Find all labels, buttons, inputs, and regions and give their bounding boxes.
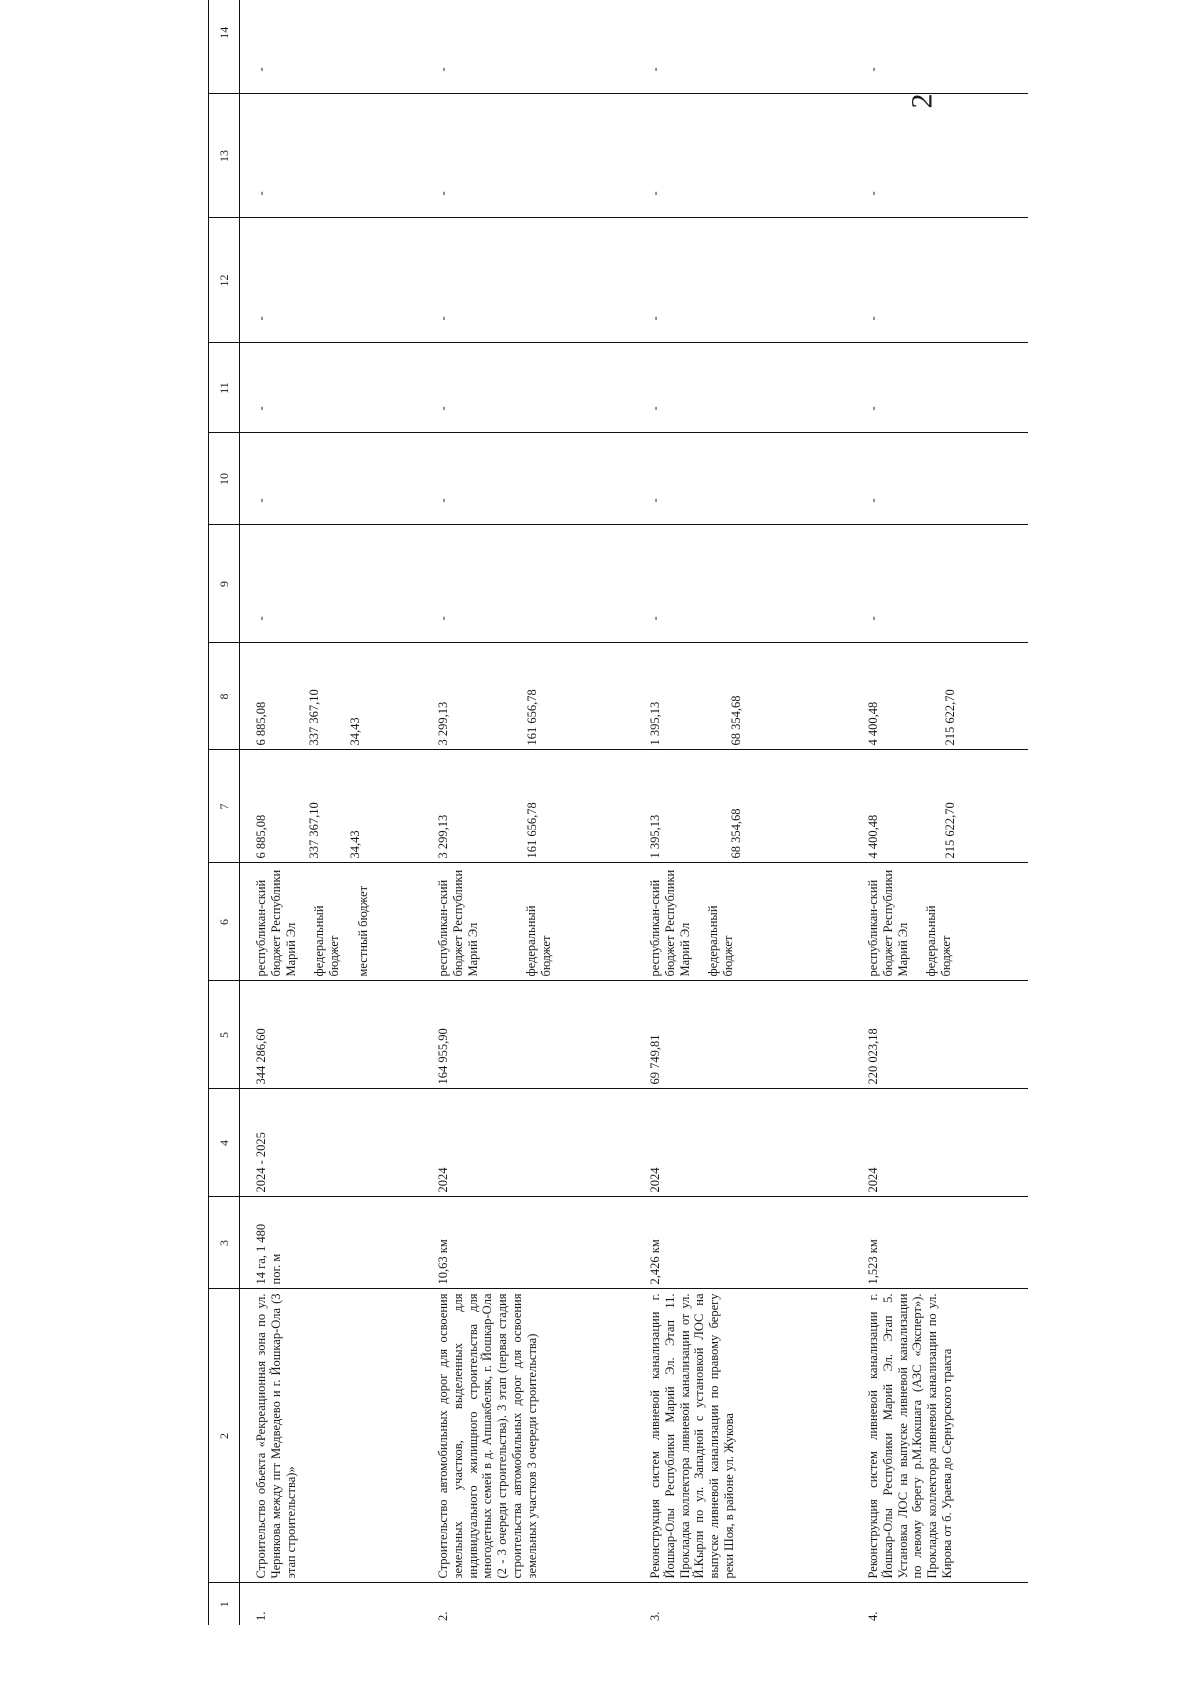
col14-dash: - xyxy=(852,0,1028,94)
period: 2024 - 2025 xyxy=(240,1089,423,1197)
funding-source-name: республикан-ский бюджет Республики Марий Эл xyxy=(866,869,910,977)
object-name: Реконструкция систем ливневой канализации г. Йошкар-Олы Республики Марий Эл. Этап 5. Установка ЛОС на выпуске ливневой канализации по левому берегу р.М.Кокшага (АЗС «Эксперт»). Прокладка коллектора ливневой канализации по ул. Кирова от б. Ураева до Сернурского тракта xyxy=(852,1289,1028,1583)
capacity: 10,63 км xyxy=(422,1197,634,1289)
period: 2024 xyxy=(852,1089,1028,1197)
col10-dash: - xyxy=(422,433,634,525)
col11-dash: - xyxy=(852,343,1028,433)
column-number-row xyxy=(209,0,240,1625)
rotated-table-container xyxy=(208,26,988,1625)
table-row xyxy=(240,0,423,1625)
col13-dash: - xyxy=(634,94,852,218)
amount-value: 6 885,08 xyxy=(254,701,268,746)
amount-value: 4 400,48 xyxy=(866,814,880,859)
col13-dash: - xyxy=(240,94,423,218)
object-name: Строительство объекта «Рекреационная зона по ул. Чернякова между пгт Медведево и г. Йошкар-Ола (3 этап строительства)» xyxy=(240,1289,423,1583)
amount-value: 34,43 xyxy=(347,830,362,859)
col7-values xyxy=(422,750,634,863)
object-name: Строительство автомобильных дорог для освоения земельных участков, выделенных для индивидуального жилищного строительства для многодетных семей в д. Апшакбеляк, г. Йошкар-Ола (2 - 3 очереди строительства). 3 этап (первая стадия строительства автомобильных дорог для освоения земельных участков 3 очереди строительства) xyxy=(422,1289,634,1583)
total-cost: 164 955,90 xyxy=(422,981,634,1089)
amount-value: 3 299,13 xyxy=(436,814,450,859)
col8-values xyxy=(852,643,1028,750)
amount-value: 68 354,68 xyxy=(728,695,743,746)
row-number: 2. xyxy=(436,1611,450,1621)
col14-dash: - xyxy=(240,0,423,94)
col8-values xyxy=(422,643,634,750)
col11-dash: - xyxy=(634,343,852,433)
object-name: Реконструкция систем ливневой канализации г. Йошкар-Олы Республики Марий Эл. Этап 11. Прокладка коллектора ливневой канализации от ул. Й.Кырли по ул. Западной с установкой ЛОС на выпуске ливневой канализации по правому берегу реки Шоя, в районе ул. Жукова xyxy=(634,1289,852,1583)
funding-sources xyxy=(634,863,852,981)
amount-value: 1 395,13 xyxy=(648,701,662,746)
amount-value: 6 885,08 xyxy=(254,814,268,859)
col10-dash: - xyxy=(634,433,852,525)
funding-source-name: местный бюджет xyxy=(355,885,370,977)
amount-value: 337 367,10 xyxy=(306,802,321,859)
table-row xyxy=(422,0,634,1625)
col11-dash: - xyxy=(422,343,634,433)
col-header-9: 9 xyxy=(209,525,240,643)
table-row xyxy=(634,0,852,1625)
col-header-3: 3 xyxy=(209,1197,240,1289)
capacity: 2,426 км xyxy=(634,1197,852,1289)
amount-value: 215 622,70 xyxy=(942,802,957,859)
total-cost: 69 749,81 xyxy=(634,981,852,1089)
col-header-13: 13 xyxy=(209,94,240,218)
investment-table xyxy=(208,0,1028,1625)
funding-source-name: федеральный бюджет xyxy=(706,905,735,977)
col13-dash: - xyxy=(852,94,1028,218)
funding-source-name: федеральный бюджет xyxy=(312,905,341,977)
funding-source-name: федеральный бюджет xyxy=(524,905,553,977)
col-header-1: 1 xyxy=(209,1583,240,1625)
col-header-12: 12 xyxy=(209,218,240,343)
amount-value: 34,43 xyxy=(347,717,362,746)
row-number: 3. xyxy=(648,1611,662,1621)
col-header-2: 2 xyxy=(209,1289,240,1583)
col11-dash: - xyxy=(240,343,423,433)
col9-dash: - xyxy=(852,525,1028,643)
col-header-5: 5 xyxy=(209,981,240,1089)
col-header-7: 7 xyxy=(209,750,240,863)
col-header-11: 11 xyxy=(209,343,240,433)
col-header-10: 10 xyxy=(209,433,240,525)
col7-values xyxy=(634,750,852,863)
funding-sources xyxy=(852,863,1028,981)
col8-values xyxy=(634,643,852,750)
col10-dash: - xyxy=(240,433,423,525)
col8-values xyxy=(240,643,423,750)
amount-value: 161 656,78 xyxy=(524,802,539,859)
col14-dash: - xyxy=(634,0,852,94)
col-header-14: 14 xyxy=(209,0,240,94)
row-number: 1. xyxy=(254,1611,268,1621)
funding-source-name: республикан-ский бюджет Республики Марий Эл xyxy=(436,869,480,977)
col9-dash: - xyxy=(422,525,634,643)
total-cost: 344 286,60 xyxy=(240,981,423,1089)
amount-value: 161 656,78 xyxy=(524,689,539,746)
period: 2024 xyxy=(422,1089,634,1197)
amount-value: 3 299,13 xyxy=(436,701,450,746)
period: 2024 xyxy=(634,1089,852,1197)
total-cost: 220 023,18 xyxy=(852,981,1028,1089)
col13-dash: - xyxy=(422,94,634,218)
funding-source-name: республикан-ский бюджет Республики Марий Эл xyxy=(254,869,298,977)
col12-dash: - xyxy=(634,218,852,343)
col-header-4: 4 xyxy=(209,1089,240,1197)
col10-dash: - xyxy=(852,433,1028,525)
amount-value: 215 622,70 xyxy=(942,689,957,746)
col9-dash: - xyxy=(240,525,423,643)
funding-sources xyxy=(422,863,634,981)
amount-value: 4 400,48 xyxy=(866,701,880,746)
col7-values xyxy=(852,750,1028,863)
funding-source-name: республикан-ский бюджет Республики Марий Эл xyxy=(648,869,692,977)
capacity: 1,523 км xyxy=(852,1197,1028,1289)
capacity: 14 га, 1 480 пог. м xyxy=(240,1197,423,1289)
col7-values xyxy=(240,750,423,863)
col-header-8: 8 xyxy=(209,643,240,750)
amount-value: 337 367,10 xyxy=(306,689,321,746)
col12-dash: - xyxy=(852,218,1028,343)
col12-dash: - xyxy=(422,218,634,343)
table-row xyxy=(852,0,1028,1625)
col12-dash: - xyxy=(240,218,423,343)
funding-source-name: федеральный бюджет xyxy=(924,905,953,977)
col-header-6: 6 xyxy=(209,863,240,981)
page-number: 2 xyxy=(905,93,939,109)
funding-sources xyxy=(240,863,423,981)
col9-dash: - xyxy=(634,525,852,643)
amount-value: 68 354,68 xyxy=(728,808,743,859)
col14-dash: - xyxy=(422,0,634,94)
row-number: 4. xyxy=(866,1611,880,1621)
amount-value: 1 395,13 xyxy=(648,814,662,859)
